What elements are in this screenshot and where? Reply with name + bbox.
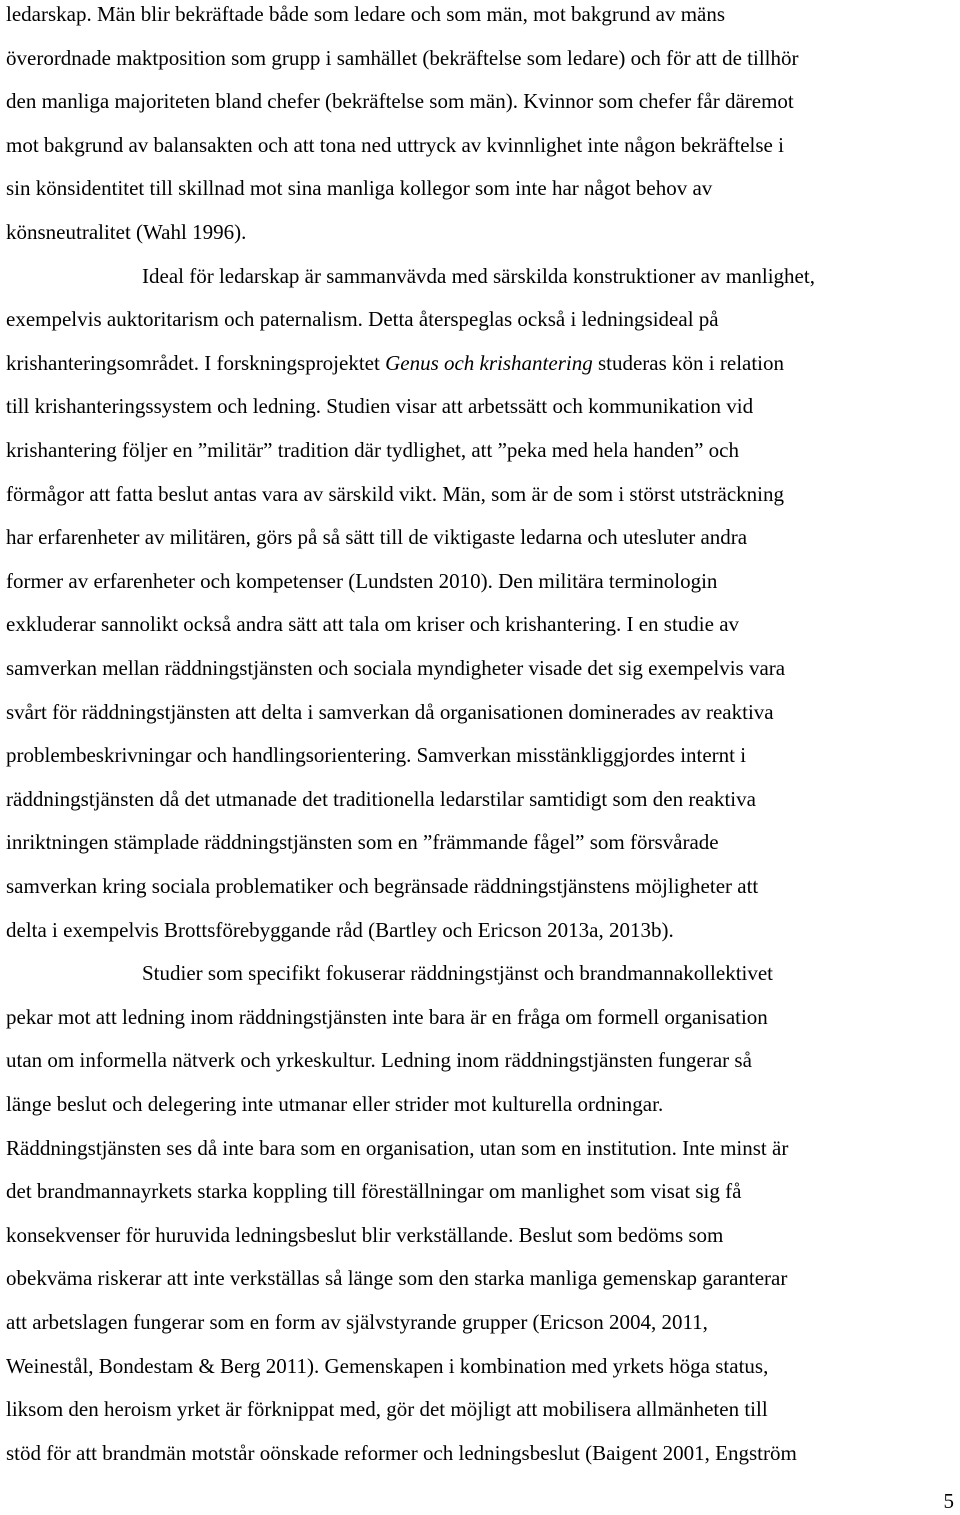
- text-line: [6, 1310, 708, 1334]
- text-line: [6, 1397, 768, 1421]
- text-segment: stöd för att brandmän motstår oönskade reformer och ledningsbeslut (Baigent 2001, Engström: [6, 1440, 797, 1465]
- text-segment: till krishanteringssystem och ledning. Studien visar att arbetssätt och kommunikation vid: [6, 394, 754, 419]
- text-line: [142, 264, 815, 288]
- text-segment: att arbetslagen fungerar som en form av självstyrande grupper (Ericson 2004, 2011,: [6, 1310, 708, 1334]
- page-number: 5: [943, 1489, 954, 1513]
- text-line: [6, 2, 725, 26]
- text-line: [6, 220, 246, 244]
- text-line: [6, 918, 674, 942]
- text-line: [6, 743, 746, 767]
- text-line: [6, 525, 747, 549]
- text-segment: sin könsidentitet till skillnad mot sina manliga kollegor som inte har något behov av: [6, 176, 713, 201]
- text-segment: den manliga majoriteten bland chefer (bekräftelse som män). Kvinnor som chefer får däremot: [6, 89, 794, 114]
- text-line: [6, 700, 774, 724]
- text-line: [6, 1266, 787, 1290]
- text-line: [6, 1441, 797, 1465]
- text-segment: exempelvis auktoritarism och paternalism. Detta återspeglas också i ledningsideal på: [6, 307, 719, 332]
- text-segment: könsneutralitet (Wahl 1996).: [6, 220, 247, 244]
- text-segment: mot bakgrund av balansakten och att tona ned uttryck av kvinnlighet inte någon bekräftelse i: [6, 132, 784, 157]
- text-segment: obekväma riskerar att inte verkställas så länge som den starka manliga gemenskap garanterar: [6, 1266, 788, 1291]
- text-line: [6, 438, 739, 462]
- text-segment: inriktningen stämplade räddningstjänsten som en ”främmande fågel” som försvårade: [6, 830, 719, 855]
- text-segment: krishantering följer en ”militär” tradition där tydlighet, att ”peka med hela handen” och: [6, 438, 739, 462]
- text-line: [6, 176, 712, 200]
- text-line: [6, 656, 785, 680]
- text-line: [6, 307, 719, 331]
- text-segment: liksom den heroism yrket är förknippat med, gör det möjligt att mobilisera allmänheten till: [6, 1397, 768, 1422]
- text-segment: former av erfarenheter och kompetenser (Lundsten 2010). Den militära terminologin: [6, 568, 718, 593]
- text-line: [6, 874, 758, 898]
- text-line: [6, 569, 717, 593]
- text-line: [6, 1136, 788, 1160]
- text-segment: länge beslut och delegering inte utmanar eller strider mot kulturella ordningar.: [6, 1092, 664, 1116]
- text-segment: utan om informella nätverk och yrkeskultur. Ledning inom räddningstjänsten fungerar så: [6, 1048, 752, 1073]
- text-line: [6, 1092, 663, 1116]
- text-segment: exkluderar sannolikt också andra sätt att tala om kriser och krishantering. I en studie av: [6, 612, 740, 637]
- text-segment: konsekvenser för huruvida ledningsbeslut blir verkställande. Beslut som bedöms som: [6, 1222, 724, 1247]
- text-segment: Studier som specifikt fokuserar räddningstjänst och brandmannakollektivet: [142, 961, 774, 986]
- text-segment: har erfarenheter av militären, görs på så sätt till de viktigaste ledarna och utesluter andra: [6, 525, 748, 550]
- text-line: [6, 394, 753, 418]
- text-line: [6, 46, 799, 70]
- text-segment: Räddningstjänsten ses då inte bara som en organisation, utan som en institution. Inte minst är: [6, 1135, 789, 1160]
- text-segment: delta i exempelvis Brottsförebyggande råd (Bartley och Ericson 2013a, 2013b).: [6, 917, 674, 942]
- text-segment: räddningstjänsten då det utmanade det traditionella ledarstilar samtidigt som den reaktiva: [6, 786, 756, 811]
- text-line: [6, 482, 784, 506]
- text-line: [6, 89, 794, 113]
- text-line: [142, 961, 773, 985]
- text-line: [6, 1354, 768, 1378]
- text-segment: krishanteringsområdet. I forskningsprojektet: [6, 350, 386, 375]
- text-segment: förmågor att fatta beslut antas vara av särskild vikt. Män, som är de som i störst utsträckning: [6, 481, 784, 506]
- italic-text: Genus och krishantering: [385, 350, 593, 375]
- text-segment: Ideal för ledarskap är sammanvävda med särskilda konstruktioner av manlighet,: [142, 263, 815, 288]
- text-segment: det brandmannayrkets starka koppling till föreställningar om manlighet som visat sig få: [6, 1179, 742, 1204]
- text-line: [6, 830, 719, 854]
- text-segment: ledarskap. Män blir bekräftade både som ledare och som män, mot bakgrund av mäns: [6, 2, 726, 26]
- text-segment: studeras kön i relation: [592, 350, 785, 375]
- text-segment: svårt för räddningstjänsten att delta i samverkan då organisationen dominerades av reaktiva: [6, 699, 774, 724]
- text-segment: pekar mot att ledning inom räddningstjänsten inte bara är en fråga om formell organisation: [6, 1004, 768, 1029]
- text-segment: samverkan mellan räddningstjänsten och sociala myndigheter visade det sig exempelvis vara: [6, 656, 786, 680]
- text-line: [6, 612, 739, 636]
- text-segment: överordnade maktposition som grupp i samhället (bekräftelse som ledare) och för att de tillhör: [6, 45, 799, 70]
- text-line: [6, 1048, 752, 1072]
- text-segment: Weinestål, Bondestam & Berg 2011). Gemenskapen i kombination med yrkets höga status,: [6, 1353, 769, 1378]
- text-line: [6, 1005, 768, 1029]
- text-line: [6, 1223, 723, 1247]
- text-line: [6, 133, 784, 157]
- text-line: [6, 351, 784, 375]
- text-line: [6, 787, 756, 811]
- text-line: [6, 1179, 741, 1203]
- text-segment: problembeskrivningar och handlingsorientering. Samverkan misstänkliggjordes internt i: [6, 743, 747, 768]
- text-segment: samverkan kring sociala problematiker och begränsade räddningstjänstens möjligheter att: [6, 874, 759, 898]
